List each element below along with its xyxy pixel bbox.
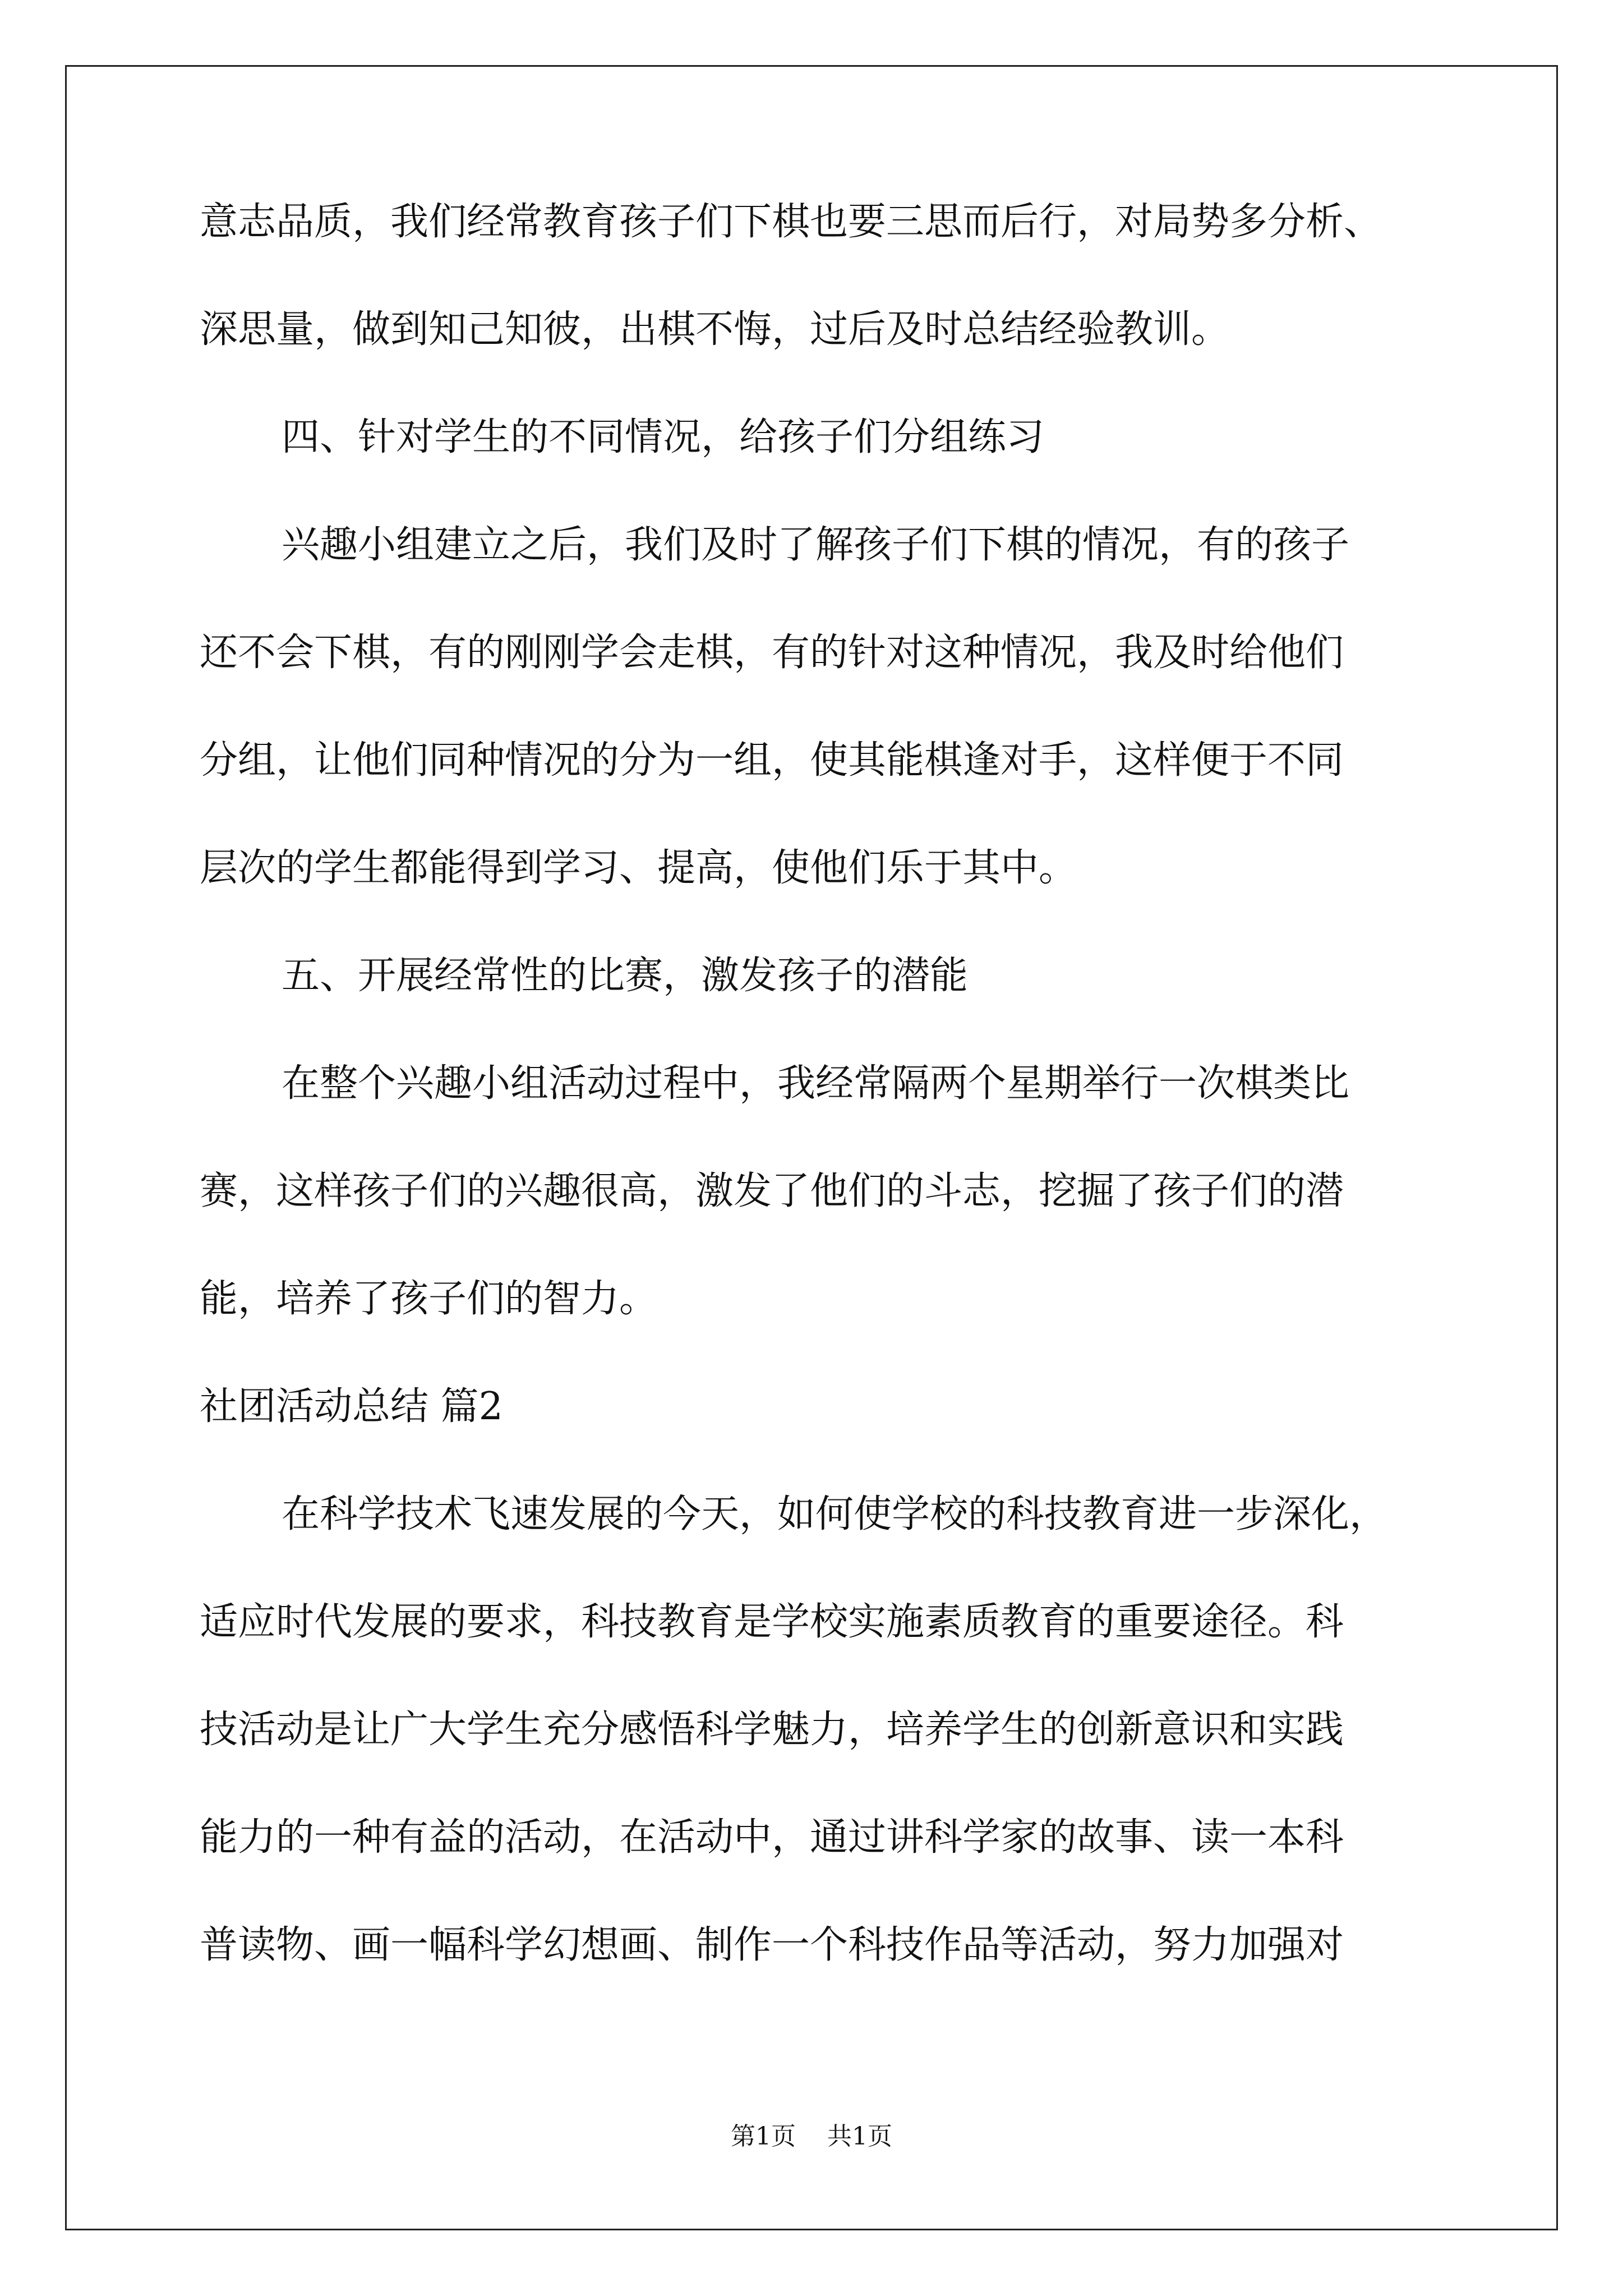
text-line-16: 能力的一种有益的活动，在活动中，通过讲科学家的故事、读一本科 [200, 1815, 1344, 1860]
text-line-9: 在整个兴趣小组活动过程中，我经常隔两个星期举行一次棋类比 [282, 1061, 1350, 1106]
text-line-13: 在科学技术飞速发展的今天，如何使学校的科技教育进一步深化， [282, 1492, 1388, 1536]
text-line-4: 兴趣小组建立之后，我们及时了解孩子们下棋的情况，有的孩子 [282, 523, 1350, 567]
text-line-10: 赛，这样孩子们的兴趣很高，激发了他们的斗志，挖掘了孩子们的潜 [200, 1169, 1344, 1213]
article-title-part-2: 社团活动总结 篇2 [200, 1384, 503, 1429]
page-number-total: 共1页 [827, 2122, 892, 2151]
text-line-6: 分组，让他们同种情况的分为一组，使其能棋逢对手，这样便于不同 [200, 738, 1344, 783]
text-line-7: 层次的学生都能得到学习、提高，使他们乐于其中。 [200, 846, 1077, 890]
text-line-5: 还不会下棋，有的刚刚学会走棋，有的针对这种情况，我及时给他们 [200, 631, 1344, 675]
document-body [200, 200, 1422, 2034]
text-line-17: 普读物、画一幅科学幻想画、制作一个科技作品等活动，努力加强对 [200, 1923, 1344, 1967]
text-line-15: 技活动是让广大学生充分感悟科学魅力，培养学生的创新意识和实践 [200, 1708, 1344, 1752]
section-heading-4: 四、针对学生的不同情况，给孩子们分组练习 [282, 415, 1045, 459]
text-line-11: 能，培养了孩子们的智力。 [200, 1277, 658, 1321]
section-heading-5: 五、开展经常性的比赛，激发孩子的潜能 [282, 954, 969, 998]
text-line-1: 意志品质，我们经常教育孩子们下棋也要三思而后行，对局势多分析、 [200, 200, 1382, 244]
page-number-current: 第1页 [731, 2122, 796, 2151]
page-footer [0, 2124, 1623, 2149]
text-line-2: 深思量，做到知己知彼，出棋不悔，过后及时总结经验教训。 [200, 307, 1230, 352]
text-line-14: 适应时代发展的要求，科技教育是学校实施素质教育的重要途径。科 [200, 1600, 1344, 1644]
